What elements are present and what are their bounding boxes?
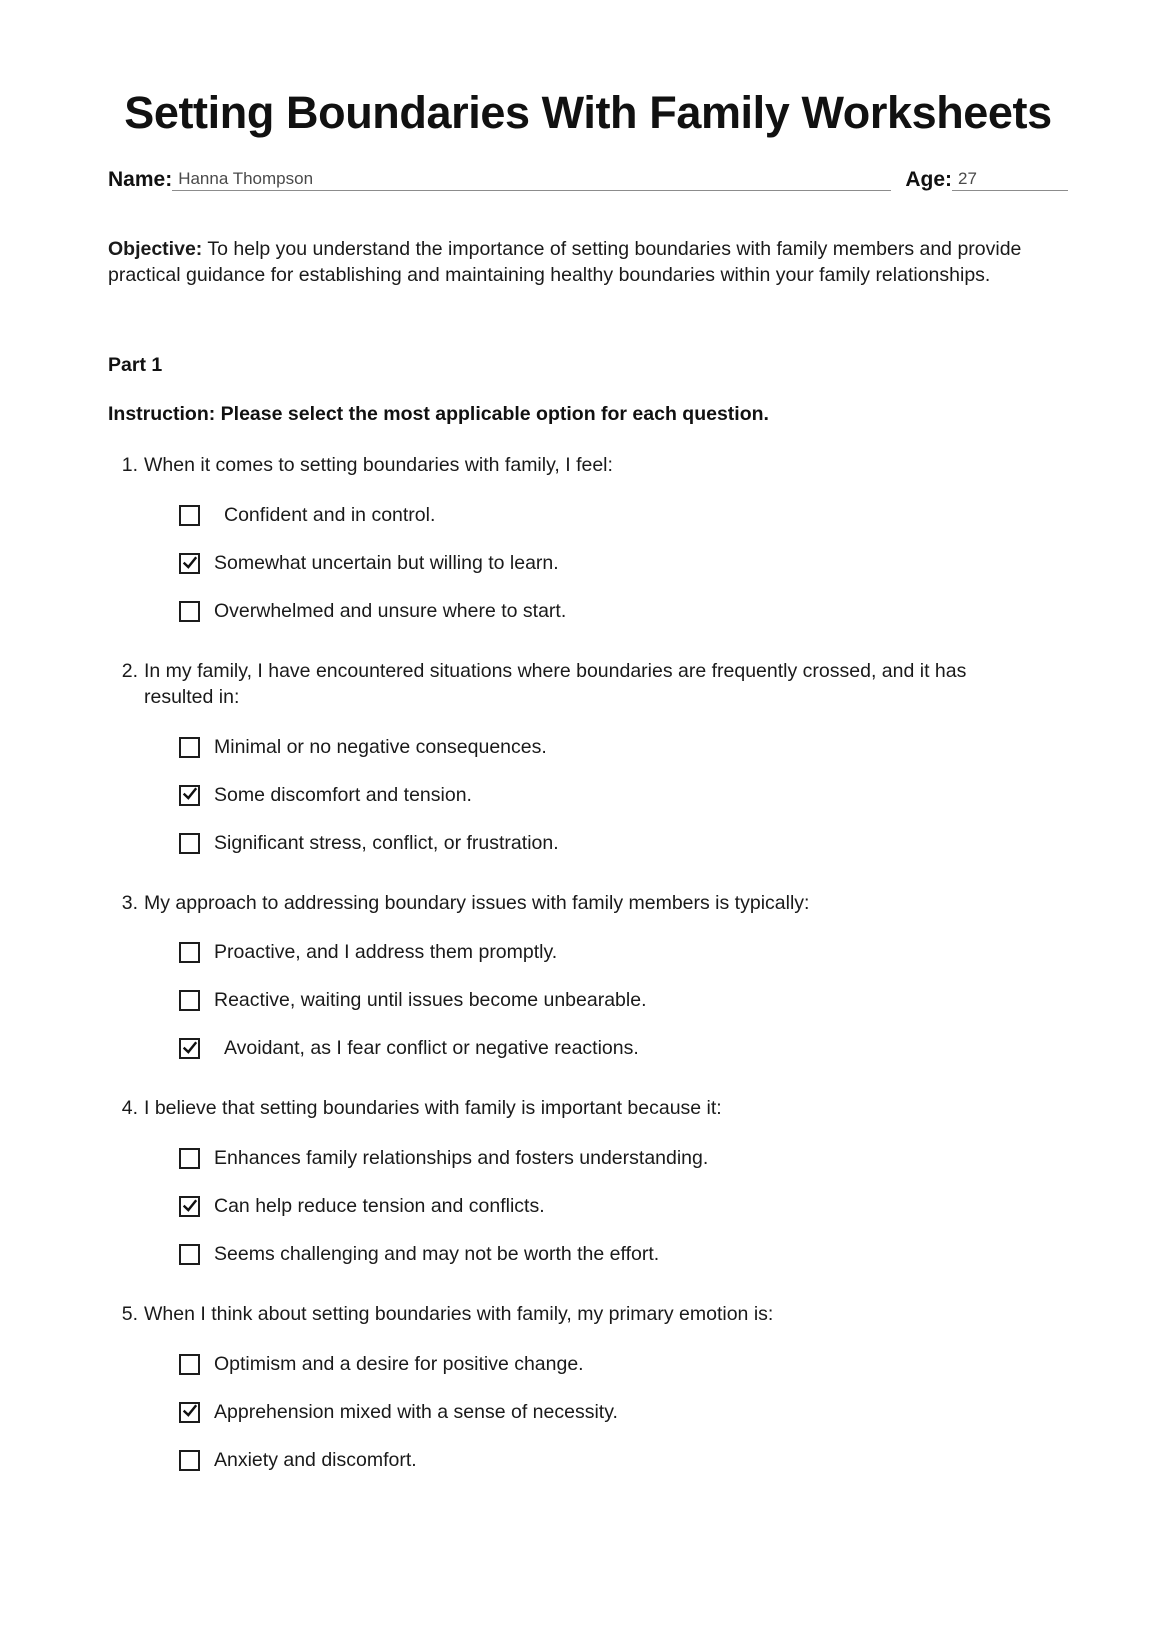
option-row[interactable] xyxy=(144,1036,1068,1062)
checkbox-unchecked-icon[interactable] xyxy=(179,737,200,758)
question-number: 3. xyxy=(121,891,138,914)
option-label: Anxiety and discomfort. xyxy=(214,1448,417,1471)
checkbox-unchecked-icon[interactable] xyxy=(179,601,200,622)
option-row[interactable] xyxy=(144,1400,1068,1426)
checkbox-checked-icon[interactable] xyxy=(179,1038,200,1059)
checkbox-unchecked-icon[interactable] xyxy=(179,942,200,963)
question-list xyxy=(108,453,1068,1473)
option-row[interactable] xyxy=(144,735,1068,761)
option-label: Seems challenging and may not be worth the effort. xyxy=(214,1242,660,1265)
checkbox-unchecked-icon[interactable] xyxy=(179,1450,200,1471)
objective-text: To help you understand the importance of setting boundaries with family members and provide practical guidance for establishing and maintaining healthy boundaries within your family relationships. xyxy=(108,238,1022,287)
option-label: Confident and in control. xyxy=(224,504,436,527)
option-row[interactable] xyxy=(144,831,1068,857)
checkbox-checked-icon[interactable] xyxy=(179,553,200,574)
objective-label: Objective: xyxy=(108,238,203,261)
option-label: Minimal or no negative consequences. xyxy=(214,735,547,758)
age-input[interactable]: 27 xyxy=(952,170,1068,191)
option-row[interactable] xyxy=(144,940,1068,966)
question-text: When it comes to setting boundaries with family, I feel: xyxy=(144,454,613,477)
option-label: Avoidant, as I fear conflict or negative reactions. xyxy=(224,1037,639,1060)
objective-paragraph xyxy=(108,237,1023,289)
checkbox-unchecked-icon[interactable] xyxy=(179,1148,200,1169)
question-item xyxy=(108,1096,1068,1268)
question-item xyxy=(108,891,1068,1063)
checkbox-unchecked-icon[interactable] xyxy=(179,833,200,854)
page-title: Setting Boundaries With Family Worksheets xyxy=(124,87,1052,138)
option-row[interactable] xyxy=(144,1242,1068,1268)
option-label: Some discomfort and tension. xyxy=(214,783,472,806)
option-row[interactable] xyxy=(144,783,1068,809)
checkbox-checked-icon[interactable] xyxy=(179,785,200,806)
option-row[interactable] xyxy=(144,1352,1068,1378)
option-label: Apprehension mixed with a sense of necessity. xyxy=(214,1400,618,1423)
age-label: Age: xyxy=(905,168,952,192)
option-label: Significant stress, conflict, or frustration. xyxy=(214,831,559,854)
option-row[interactable] xyxy=(144,1194,1068,1220)
question-number: 1. xyxy=(121,454,138,477)
checkbox-unchecked-icon[interactable] xyxy=(179,1244,200,1265)
option-row[interactable] xyxy=(144,1146,1068,1172)
checkbox-unchecked-icon[interactable] xyxy=(179,990,200,1011)
name-input[interactable]: Hanna Thompson xyxy=(172,170,891,191)
option-label: Enhances family relationships and fosters understanding. xyxy=(214,1147,709,1170)
option-row[interactable] xyxy=(144,1448,1068,1474)
checkbox-unchecked-icon[interactable] xyxy=(179,1354,200,1375)
option-label: Reactive, waiting until issues become unbearable. xyxy=(214,989,647,1012)
part-heading: Part 1 xyxy=(108,354,163,377)
option-row[interactable] xyxy=(144,988,1068,1014)
question-number: 5. xyxy=(121,1302,138,1325)
option-row[interactable] xyxy=(144,599,1068,625)
option-label: Proactive, and I address them promptly. xyxy=(214,941,558,964)
question-text: I believe that setting boundaries with family is important because it: xyxy=(144,1097,722,1120)
question-number: 2. xyxy=(121,659,138,682)
identity-row xyxy=(108,169,1068,191)
option-list xyxy=(144,1352,1068,1474)
question-number: 4. xyxy=(121,1097,138,1120)
checkbox-checked-icon[interactable] xyxy=(179,1402,200,1423)
option-row[interactable] xyxy=(144,503,1068,529)
option-label: Optimism and a desire for positive change. xyxy=(214,1352,584,1375)
question-item xyxy=(108,659,1068,857)
checkbox-unchecked-icon[interactable] xyxy=(179,505,200,526)
name-label: Name: xyxy=(108,168,173,192)
option-label: Overwhelmed and unsure where to start. xyxy=(214,600,567,622)
checkbox-checked-icon[interactable] xyxy=(179,1196,200,1217)
question-item xyxy=(108,453,1068,625)
option-list xyxy=(144,1146,1068,1268)
option-label: Somewhat uncertain but willing to learn. xyxy=(214,552,559,575)
instruction-text: Instruction: Please select the most applicable option for each question. xyxy=(108,403,769,426)
option-row[interactable] xyxy=(144,551,1068,577)
question-text: In my family, I have encountered situations where boundaries are frequently crossed, and it has resulted in: xyxy=(144,659,967,708)
option-list xyxy=(144,735,1068,857)
option-label: Can help reduce tension and conflicts. xyxy=(214,1195,545,1218)
option-list xyxy=(144,503,1068,625)
question-text: My approach to addressing boundary issues with family members is typically: xyxy=(144,891,810,914)
option-list xyxy=(144,940,1068,1062)
question-text: When I think about setting boundaries with family, my primary emotion is: xyxy=(144,1302,774,1325)
question-item xyxy=(108,1302,1068,1474)
